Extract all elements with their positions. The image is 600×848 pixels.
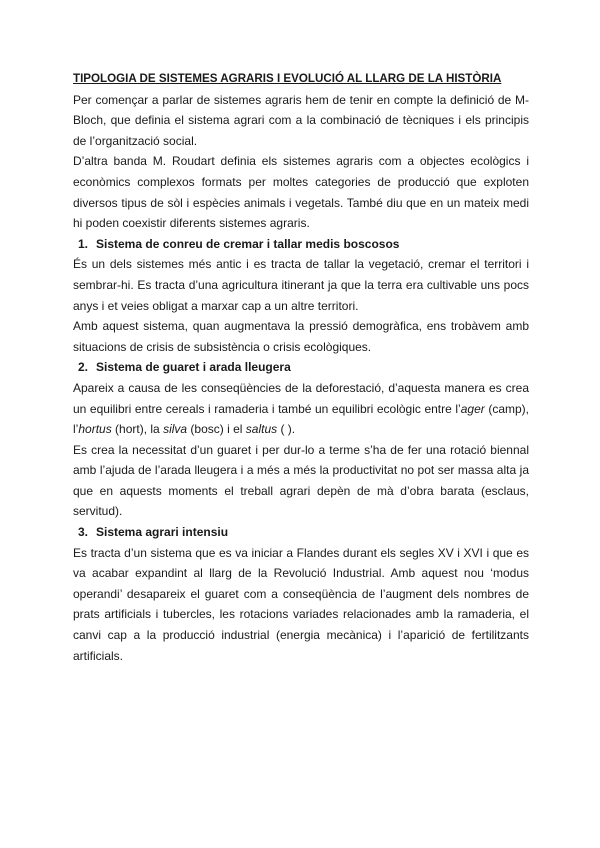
section-2-heading [78, 357, 529, 378]
section-1-number: 1. [78, 236, 89, 251]
section-2-title: Sistema de guaret i arada lleugera [96, 360, 291, 375]
intro-paragraph-1: Per començar a parlar de sistemes agraris hem de tenir en compte la definició de M-Bloch, que definia el sistema agrari com a la combinació de tècniques i els principis de l’organització social. [73, 92, 529, 148]
term-ager: ager [460, 401, 485, 416]
section-2-p1-text-d: (bosc) i el [187, 422, 246, 437]
section-3-number: 3. [78, 525, 89, 540]
section-2-p1-text-b: (camp), l’ [73, 401, 529, 437]
term-silva: silva [163, 422, 188, 437]
section-3-heading [78, 522, 529, 543]
section-2-paragraph-2: Es crea la necessitat d’un guaret i per dur-lo a terme s’ha de fer una rotació biennal amb l’ajuda de l’arada lleugera i a més a més la productivitat no pot ser massa alta ja que en aquests moments el treball agrari depèn de mà d’obra barata (esclaus, servitud). [73, 442, 529, 519]
section-3-title: Sistema agrari intensiu [96, 525, 229, 540]
section-1-paragraph-1: És un dels sistemes més antic i es tracta de tallar la vegetació, cremar el territori i sembrar-hi. Es tracta d’una agricultura itinerant ja que la terra era cultivable uns pocs anys i et veies obligat a marxar cap a un altre territori. [73, 257, 529, 313]
section-1-paragraph-2: Amb aquest sistema, quan augmentava la pressió demogràfica, ens trobàvem amb situacions de crisis de subsistència o crisis ecològiques. [73, 319, 529, 354]
section-2-p1-text-a: Apareix a causa de les conseqüències de la deforestació, d’aquesta manera es crea un equilibri entre cereals i ramaderia i també un equilibri ecològic entre l’ [73, 380, 529, 416]
section-2-number: 2. [78, 360, 89, 375]
document-title: TIPOLOGIA DE SISTEMES AGRARIS I EVOLUCIÓ AL LLARG DE LA HISTÒRIA [73, 72, 502, 85]
document-page [73, 69, 529, 666]
term-saltus: saltus [245, 422, 278, 437]
section-1-heading [78, 234, 529, 255]
section-2-paragraph-1 [73, 378, 529, 440]
section-1-title: Sistema de conreu de cremar i tallar medis boscosos [96, 236, 400, 251]
section-2-p1-text-c: (hort), la [111, 422, 164, 437]
section-3-paragraph-1: Es tracta d’un sistema que es va iniciar a Flandes durant els segles XV i XVI i que es va acabar expandint al llarg de la Revolució Industrial. Amb aquest nou ‘modus operandi’ desapareix el guaret com a conseqüència de l’augment dels nombres de prats artificials i tubercles, les rotacions variades relacionades amb la ramaderia, el canvi cap a la producció industrial (energia mecànica) i l’aparició de fertilitzants artificials. [73, 545, 529, 663]
section-2-p1-text-e: ( ). [277, 422, 296, 437]
term-hortus: hortus [78, 422, 112, 437]
intro-paragraph-2: D’altra banda M. Roudart definia els sistemes agraris com a objectes ecològics i econòmics complexos formats per moltes categories de producció que exploten diversos tipus de sòl i espècies animals i vegetals. També diu que en un mateix medi hi poden coexistir diferents sistemes agraris. [73, 154, 529, 231]
